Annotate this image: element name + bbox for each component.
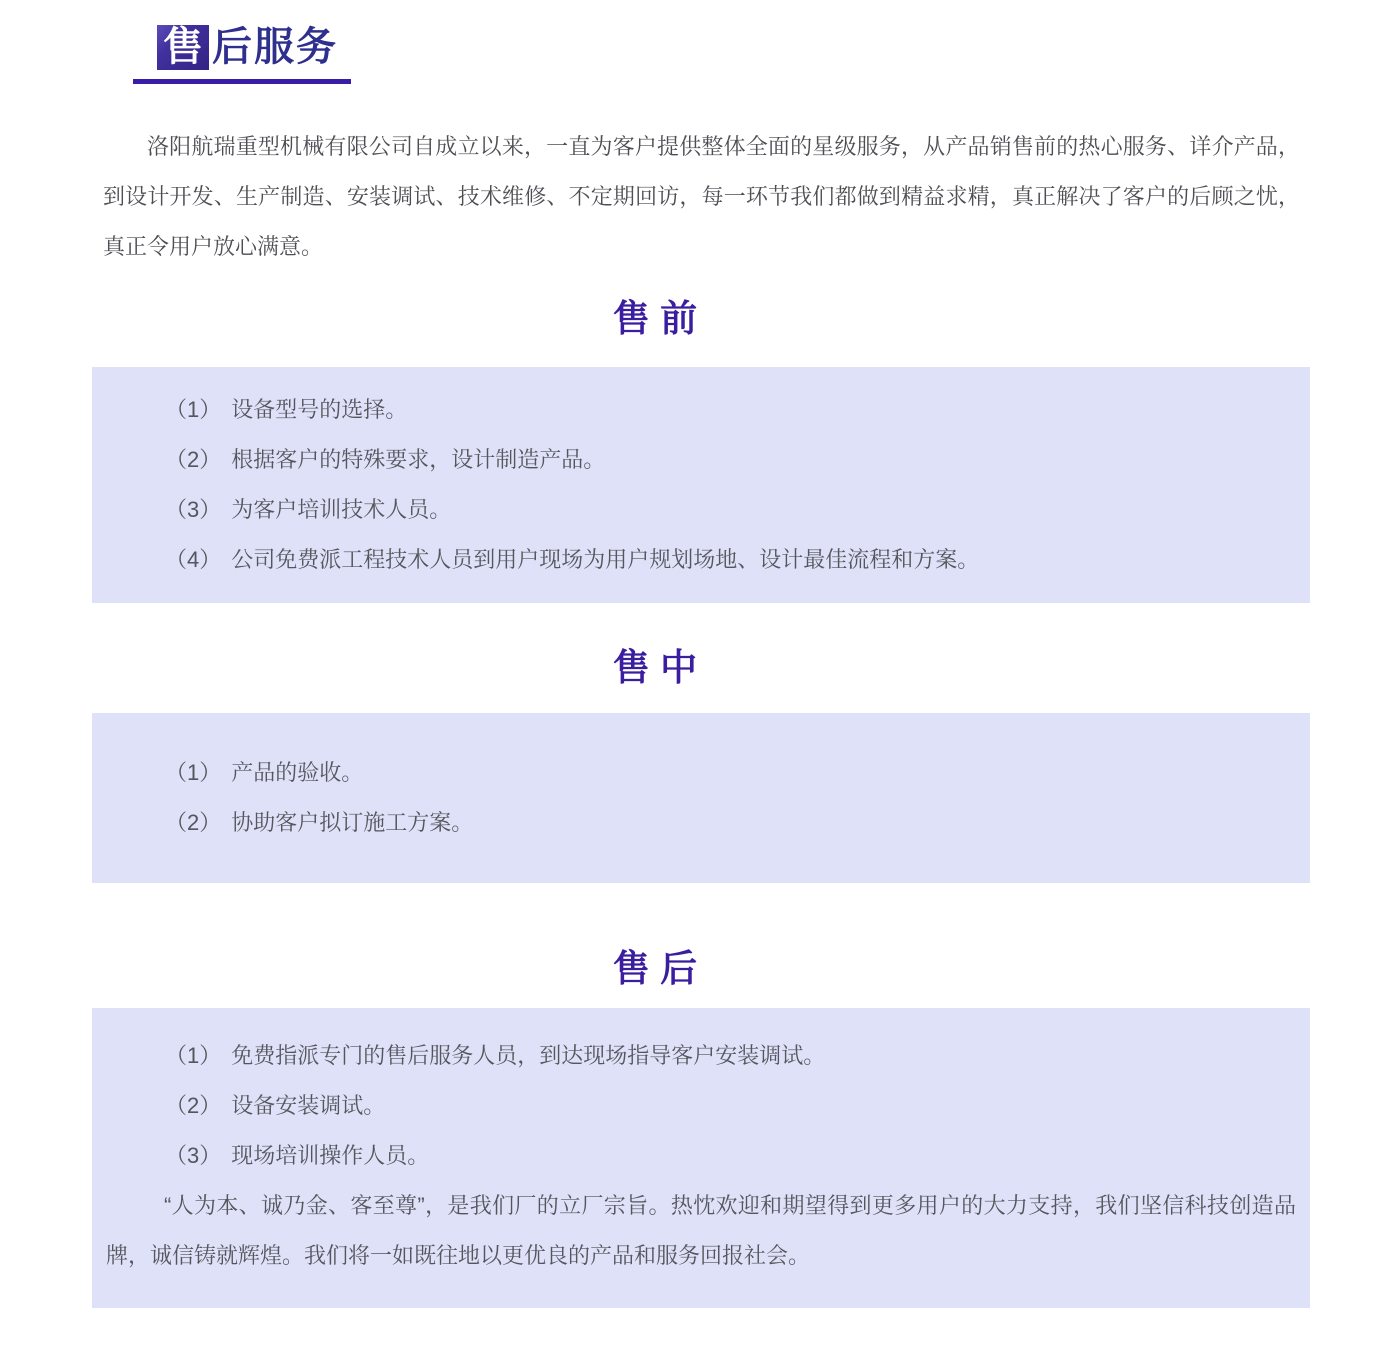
item-marker: （2）	[165, 1093, 222, 1118]
item-text: 设备安装调试。	[231, 1093, 386, 1118]
list-item	[106, 485, 1296, 535]
section-heading-mid-sale: 售 中	[612, 647, 698, 688]
item-marker: （3）	[165, 1143, 222, 1168]
section-heading-post-sale: 售 后	[612, 948, 698, 989]
item-text: 协助客户拟订施工方案。	[231, 810, 474, 835]
item-marker: （2）	[165, 447, 222, 472]
item-marker: （3）	[165, 497, 222, 522]
item-text: 公司免费派工程技术人员到用户现场为用户规划场地、设计最佳流程和方案。	[231, 547, 980, 572]
closing-paragraph: “人为本、诚乃金、客至尊”，是我们厂的立厂宗旨。热忱欢迎和期望得到更多用户的大力支持，我们坚信科技创造品牌，诚信铸就辉煌。我们将一如既往地以更优良的产品和服务回报社会。	[106, 1193, 1296, 1268]
mid-sale-panel	[92, 713, 1310, 883]
list-item	[106, 798, 1296, 848]
post-sale-panel	[92, 1008, 1310, 1308]
item-marker: （1）	[165, 760, 222, 785]
item-marker: （1）	[165, 1043, 222, 1068]
item-text: 为客户培训技术人员。	[231, 497, 452, 522]
list-item	[106, 435, 1296, 485]
list-item	[106, 535, 1296, 585]
pre-sale-panel	[92, 367, 1310, 603]
item-text: 产品的验收。	[231, 760, 364, 785]
page-title	[133, 25, 351, 84]
item-text: 现场培训操作人员。	[231, 1143, 430, 1168]
list-item	[106, 385, 1296, 435]
list-item	[106, 1131, 1296, 1181]
item-text: 根据客户的特殊要求，设计制造产品。	[231, 447, 606, 472]
intro-paragraph: 洛阳航瑞重型机械有限公司自成立以来，一直为客户提供整体全面的星级服务，从产品销售前的热心服务、详介产品，到设计开发、生产制造、安装调试、技术维修、不定期回访，每一环节我们都做到精益求精，真正解决了客户的后顾之忧，真正令用户放心满意。	[103, 134, 1300, 259]
item-marker: （1）	[165, 397, 222, 422]
item-text: 设备型号的选择。	[231, 397, 408, 422]
section-heading-pre-sale: 售 前	[612, 298, 698, 339]
list-item	[106, 748, 1296, 798]
item-marker: （2）	[165, 810, 222, 835]
title-highlight-box: 售	[157, 25, 209, 70]
item-text: 免费指派专门的售后服务人员，到达现场指导客户安装调试。	[231, 1043, 826, 1068]
item-marker: （4）	[165, 547, 222, 572]
list-item	[106, 1081, 1296, 1131]
title-text: 后服务	[212, 25, 338, 69]
list-item	[106, 1031, 1296, 1081]
